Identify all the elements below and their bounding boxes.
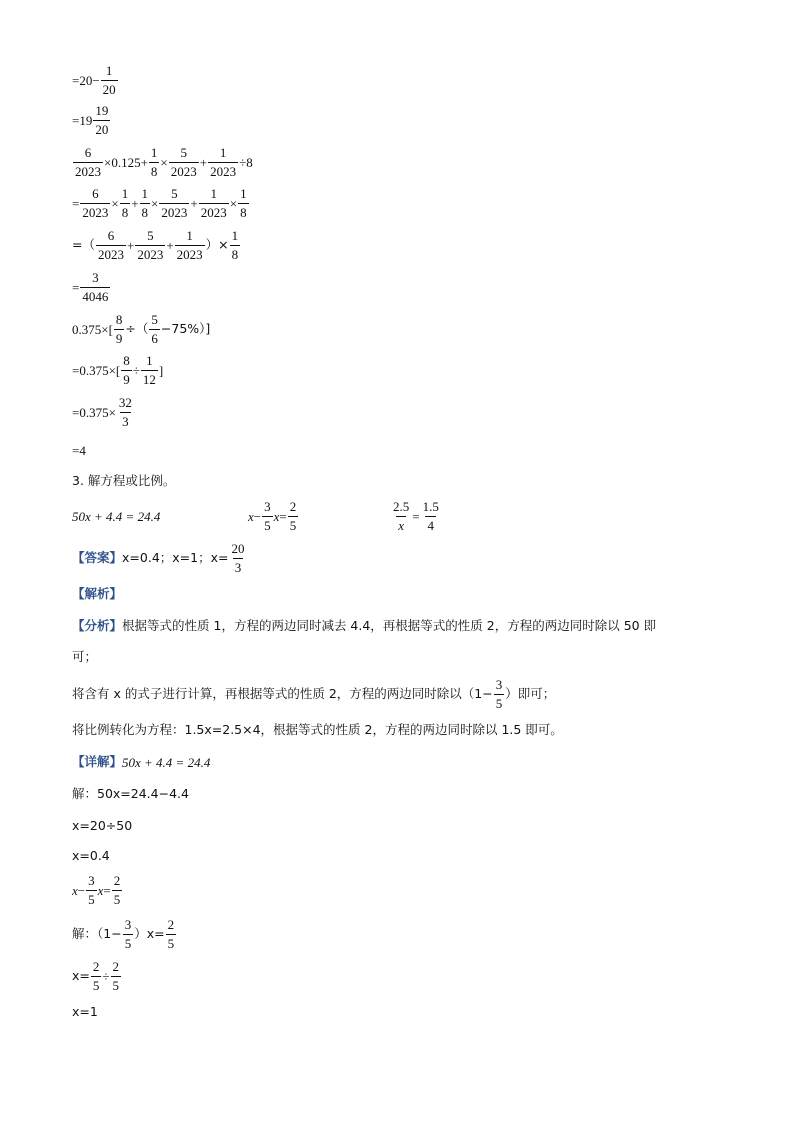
fraction: $\frac{3}{4046}$ bbox=[82, 270, 109, 304]
fraction: $\frac{2.5}{x}$ bbox=[393, 499, 410, 533]
step-2: x=20÷50 bbox=[72, 818, 133, 833]
equation-2: x − $\frac{3}{5}$ x = $\frac{2}{5}$ bbox=[248, 499, 297, 533]
calc3-line4: =4 bbox=[72, 443, 86, 458]
calc1-line1: =20− $\frac{1}{20}$ bbox=[72, 63, 116, 97]
fenxi-line1: 【分析】 根据等式的性质 1，方程的两边同时减去 4.4，再根据等式的性质 2，方程的两边同时除以 50 即 bbox=[72, 618, 657, 633]
equation-row bbox=[72, 500, 722, 533]
step-7: x=1 bbox=[72, 1004, 98, 1019]
fraction: $\frac{3}{5}$ bbox=[495, 677, 503, 711]
calc3-line3: =0.375× $\frac{32}{3}$ bbox=[72, 395, 132, 429]
fraction: $\frac{5}{2023}$ bbox=[170, 145, 197, 179]
fraction: $\frac{2}{5}$ bbox=[112, 959, 120, 993]
fraction: $\frac{1}{2023}$ bbox=[200, 186, 227, 220]
fraction: $\frac{2}{5}$ bbox=[113, 873, 121, 907]
step-4: x − $\frac{3}{5}$ x = $\frac{2}{5}$ bbox=[72, 873, 121, 907]
fenxi-line2: 可； bbox=[72, 649, 98, 664]
fraction: $\frac{6}{2023}$ bbox=[82, 186, 109, 220]
fraction: $\frac{1}{2023}$ bbox=[176, 228, 203, 262]
question-title: 3. 解方程或比例。 bbox=[72, 473, 176, 488]
calc3-line2: =0.375×[ $\frac{8}{9}$ ÷ $\frac{1}{12}$ ] bbox=[72, 353, 164, 387]
fraction: 6 2023 bbox=[97, 228, 124, 262]
answer-line: 【答案】 x=0.4；x=1；x= $\frac{20}{3}$ bbox=[72, 541, 245, 575]
calc1-line2: =19 19 20 bbox=[72, 103, 109, 137]
calc2-line1: $\frac{6}{2023}$ ×0.125+ $\frac{1}{8}$ × $\frac{5}{2023}$ + $\frac{1}{2023}$ ÷8 bbox=[75, 145, 253, 179]
fraction: $\frac{1}{8}$ bbox=[240, 186, 247, 220]
analysis-line3: 将比例转化为方程：1.5x=2.5×4，根据等式的性质 2，方程的两边同时除以 1.5 即可。 bbox=[72, 722, 563, 737]
fraction: $\frac{2}{5}$ bbox=[289, 499, 297, 533]
fraction: $\frac{3}{5}$ bbox=[124, 917, 132, 951]
calc2-line4: = $\frac{3}{4046}$ bbox=[72, 270, 109, 304]
fraction: $\frac{1}{8}$ bbox=[231, 228, 239, 262]
fraction: $\frac{2}{5}$ bbox=[92, 959, 100, 993]
fraction: $\frac{8}{9}$ bbox=[123, 353, 130, 387]
step-6: x= $\frac{2}{5}$ ÷ $\frac{2}{5}$ bbox=[72, 959, 120, 993]
calc3-line1: 0.375×[ $\frac{8}{9}$ ÷（ 5 6 −75%）] bbox=[72, 312, 211, 346]
fraction: $\frac{5}{2023}$ bbox=[161, 186, 188, 220]
step-5: 解：（1− $\frac{3}{5}$ ）x= $\frac{2}{5}$ bbox=[72, 917, 175, 951]
calc2-line2: = $\frac{6}{2023}$ × $\frac{1}{8}$ + $\frac{1}{8}$ × $\frac{5}{2023}$ + $\frac{1}{2023}$ × $\frac{1}{8}$ bbox=[72, 186, 247, 220]
detail-line: 【详解】 50x + 4.4 = 24.4 bbox=[72, 754, 211, 770]
analysis-line2: 将含有 x 的式子进行计算，再根据等式的性质 2，方程的两边同时除以（1− $\frac{3}{5}$ ）即可； bbox=[72, 677, 556, 711]
step-3: x=0.4 bbox=[72, 848, 110, 863]
fraction: $\frac{3}{5}$ bbox=[88, 873, 95, 907]
fraction: $\frac{1}{20}$ bbox=[102, 63, 116, 97]
fraction: $\frac{1}{2023}$ bbox=[210, 145, 237, 179]
answer-tag: 【答案】 bbox=[72, 550, 123, 566]
equation-1: 50x + 4.4 = 24.4 bbox=[72, 509, 161, 524]
fraction: $\frac{1}{8}$ bbox=[141, 186, 149, 220]
fraction: $\frac{2}{5}$ bbox=[167, 917, 175, 951]
fraction: $\frac{8}{9}$ bbox=[115, 312, 123, 346]
fraction: $\frac{1.5}{4}$ bbox=[422, 499, 439, 533]
fraction: $\frac{1}{8}$ bbox=[150, 145, 158, 179]
fraction: $\frac{20}{3}$ bbox=[231, 541, 245, 575]
calc2-line3: =（ 6 2023 + $\frac{5}{2023}$ + $\frac{1}{2023}$ ）× $\frac{1}{8}$ bbox=[72, 228, 239, 262]
equation-3: $\frac{2.5}{x}$ = $\frac{1.5}{4}$ bbox=[393, 499, 439, 533]
fraction: 19 20 bbox=[95, 103, 109, 137]
fraction: $\frac{1}{8}$ bbox=[121, 186, 129, 220]
fraction: $\frac{6}{2023}$ bbox=[75, 145, 101, 179]
fraction: $\frac{3}{5}$ bbox=[264, 499, 271, 533]
fraction: $\frac{1}{12}$ bbox=[142, 353, 156, 387]
fraction: 5 6 bbox=[151, 312, 158, 346]
analysis-heading: 【解析】 bbox=[72, 586, 123, 601]
fraction: $\frac{5}{2023}$ bbox=[137, 228, 164, 262]
step-1: 解：50x=24.4−4.4 bbox=[72, 786, 189, 801]
fraction: $\frac{32}{3}$ bbox=[118, 395, 132, 429]
